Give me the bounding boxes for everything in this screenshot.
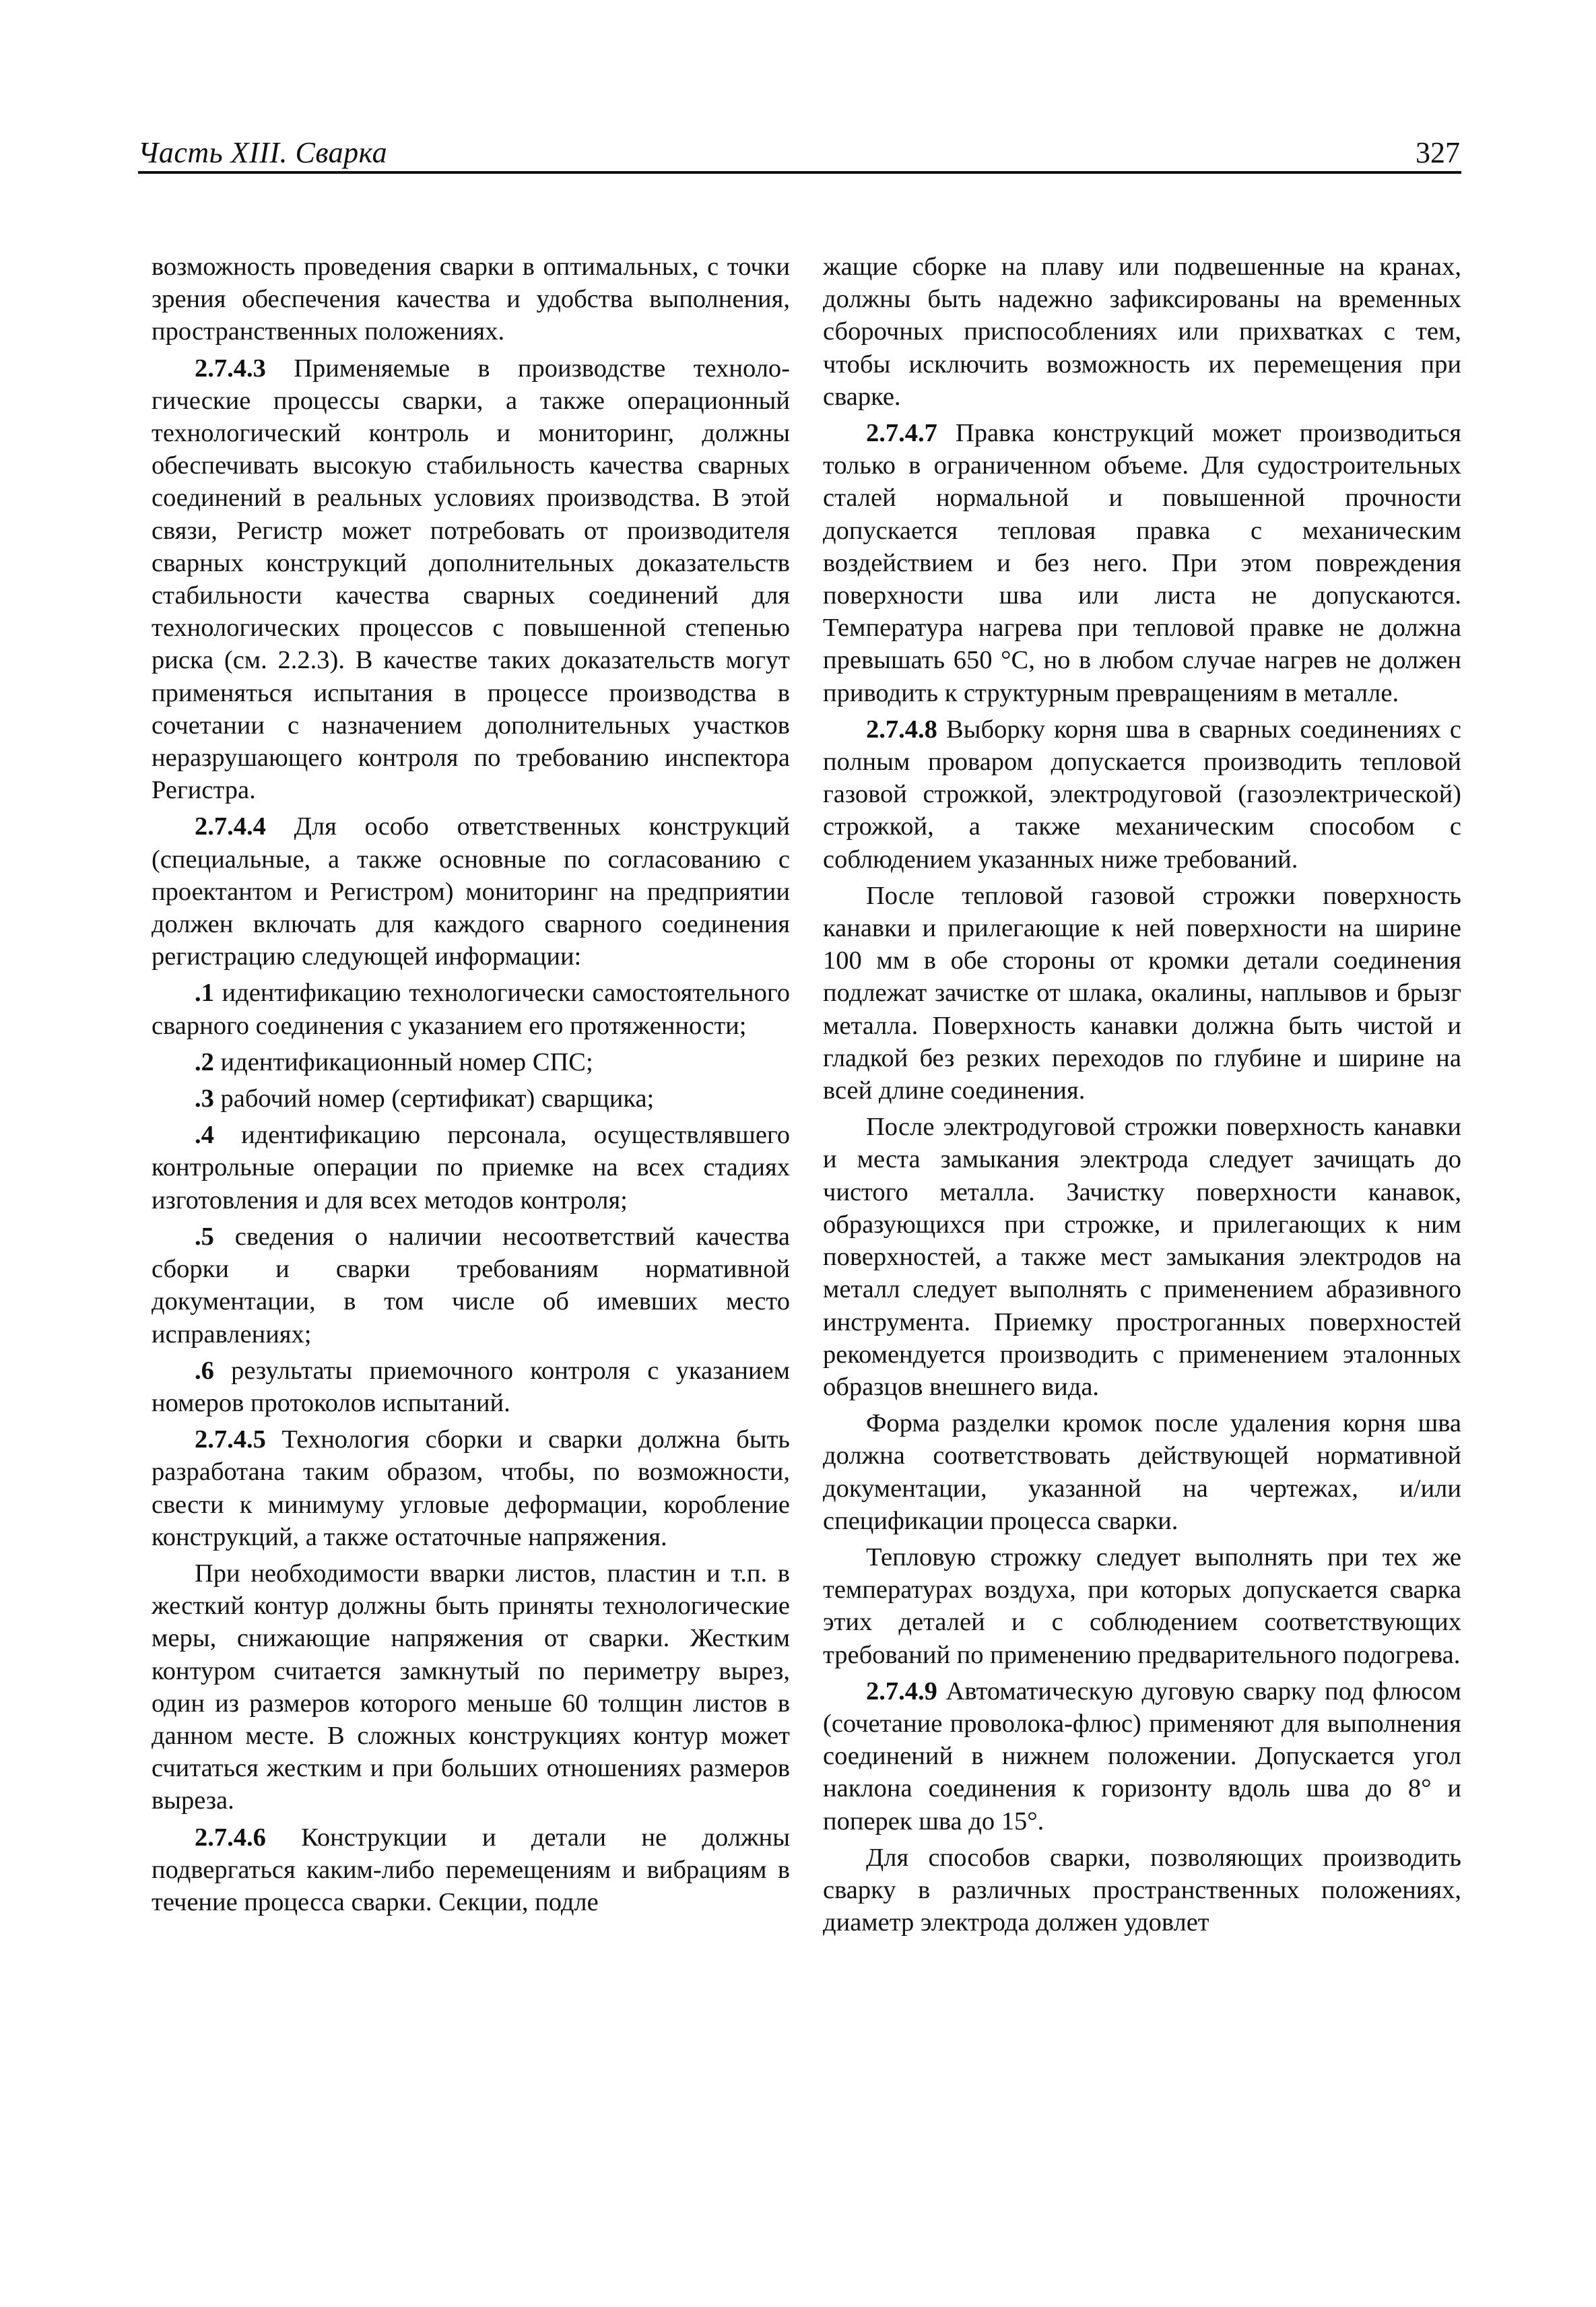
paragraph: Для способов сварки, позволяющих производить сварку в различных пространственных положениях, диаметр электрода должен удовлет [823,1843,1461,1937]
paragraph: возможность проведения сварки в оптимальных, с точки зрения обеспечения качества и удобства выполнения, пространственных положениях. [152,253,790,346]
list-item-4: .4 идентификацию персонала, осуществлявшего контрольные операции по приемке на всех стадиях изготовления и для всех методов контроля; [152,1121,790,1214]
paragraph: Форма разделки кромок после удаления корня шва должна соответствовать действующей нормативной документации, указанной на чертежах, и/или спецификации процесса сварки. [823,1409,1461,1535]
clause-number: 2.7.4.3 [195,354,266,383]
clause-2-7-4-5: 2.7.4.5 Технология сборки и сварки должна быть разработана таким образом, чтобы, по возможности, свести к минимуму угловые деформации, коробление конструкций, а также остаточные напряжения. [152,1425,790,1551]
clause-2-7-4-8: 2.7.4.8 Выборку корня шва в сварных соединениях с полным проваром допускается производить тепловой газовой строжкой, электродуговой (газоэлектрической) строжкой, а также механическим способом с соблюдением указанных ниже требований. [823,715,1461,874]
paragraph: После тепловой газовой строжки поверхность канавки и прилегающие к ней поверхности на ширине 100 мм в обе стороны от кромки детали соединения подлежат зачистке от шлака, окалины, наплывов и брызг металла. Поверхность канавки должна быть чистой и гладкой без резких переходов по глубине и ширине на всей длине соединения. [823,881,1461,1105]
list-item-5: .5 сведения о наличии несоответствий качества сборки и сварки требованиям нормативной документации, в том числе об имевших место исправлениях; [152,1222,790,1349]
section-title: Часть XIII. Сварка [138,136,388,169]
clause-2-7-4-6: 2.7.4.6 Конструкции и детали не должны подвергаться каким-либо перемещениям и вибрациям в течение процесса сварки. Секции, подле [152,1823,790,1916]
clause-number: 2.7.4.4 [195,812,266,841]
list-item-1: .1 идентификацию технологически самостоятельного сварного соединения с указанием его протяженности; [152,979,790,1040]
paragraph: При необходимости вварки листов, пластин и т.п. в жесткий контур должны быть приняты технологические меры, снижающие напряжения от сварки. Жестким контуром считается замкнутый по периметру вырез, один из размеров которого меньше 60 толщин листов в данном месте. В сложных конструкциях контур может считаться жестким и при больших отношениях размеров выреза. [152,1559,790,1815]
clause-2-7-4-7: 2.7.4.7 Правка конструкций может производиться только в ограниченном объеме. Для судостроительных сталей нормальной и повышенной прочности допускается тепловая правка с механическим воздействием и без него. При этом повреждения поверхности шва или листа не допускаются. Температура нагрева при тепловой правке не должна превышать 650 °С, но в любом случае нагрев не должен приводить к структурным превращениям в металле. [823,419,1461,707]
clause-number: 2.7.4.9 [866,1677,937,1705]
item-number: .4 [195,1121,214,1150]
clause-2-7-4-4: 2.7.4.4 Для особо ответственных конструкций (специальные, а также основные по согласованию с проектантом и Регистром) мониторинг на предприятии должен включать для каждого сварного соединения регистрацию следующей информации: [152,812,790,971]
paragraph: Тепловую строжку следует выполнять при тех же температурах воздуха, при которых допускается сварка этих деталей и с соблюдением соответствующих требований по применению предварительного подогрева. [823,1542,1461,1669]
paragraph: После электродуговой строжки поверхность канавки и места замыкания электрода следует зачищать до чистого металла. Зачистку поверхности канавок, образующихся при строжке, и прилегающих к ним поверхностей, а также мест замыкания электродов на металл следует выполнять с применением абразивного инструмента. Приемку прострoганных поверхностей рекомендуется производить с применением эталонных образцов внешнего вида. [823,1113,1461,1401]
running-header [138,129,1461,174]
clause-2-7-4-3: 2.7.4.3 Применяемые в производстве технологические процессы сварки, а также операционный технологический контроль и мониторинг, должны обеспечивать высокую стабильность качества сварных соединений в реальных условиях производства. В этой связи, Регистр может потребовать от производителя сварных конструкций дополнительных доказательств стабильности качества сварных соединений для технологических процессов с повышенной степенью риска (см. 2.2.3). В качестве таких доказательств могут применяться испытания в процессе производства в сочетании с назначением дополнительных участков неразрушающего контроля по требованию инспектора Регистра. [152,354,790,805]
clause-number: 2.7.4.5 [195,1425,266,1454]
clause-number: 2.7.4.7 [866,419,937,448]
left-column [152,251,790,1918]
list-item-6: .6 результаты приемочного контроля с указанием номеров протоколов испытаний. [152,1356,790,1417]
list-item-3: .3 рабочий номер (сертификат) сварщика; [195,1084,655,1113]
item-number: .3 [195,1084,214,1113]
list-item-2: .2 идентификационный номер СПС; [195,1047,593,1076]
paragraph: жащие сборке на плаву или подвешенные на кранах, должны быть надежно зафиксированы на временных сборочных приспособлениях или прихватках с тем, чтобы исключить возможность их перемещения при сварке. [823,253,1461,411]
clause-number: 2.7.4.8 [866,715,937,744]
clause-2-7-4-9: 2.7.4.9 Автоматическую дуговую сварку под флюсом (сочетание проволока-флюс) применяют для выполнения соединений в нижнем положении. Допускается угол наклона соединения к горизонту вдоль шва до 8° и поперек шва до 15°. [823,1677,1461,1835]
page-number: 327 [1416,136,1460,169]
item-number: .2 [195,1047,214,1076]
item-number: .5 [195,1222,214,1251]
item-number: .6 [195,1356,214,1385]
item-number: .1 [195,979,214,1008]
clause-number: 2.7.4.6 [195,1823,266,1852]
right-column [823,251,1461,1939]
